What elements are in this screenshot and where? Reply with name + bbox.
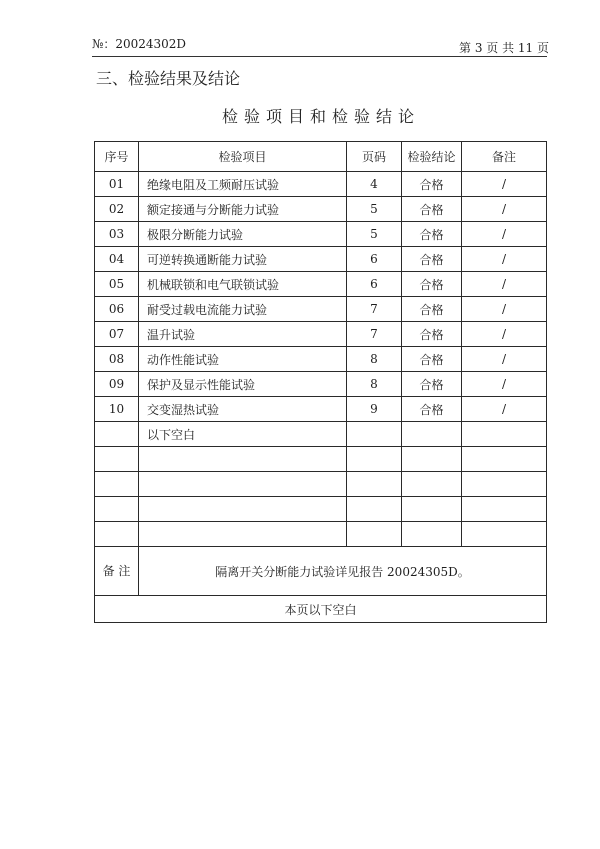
table-row [95,247,547,272]
cell-result: 合格 [402,322,462,347]
section-title: 三、检验结果及结论 [96,69,241,88]
cell-page: 7 [347,297,402,322]
table-row [95,172,547,197]
cell-item: 交变湿热试验 [139,397,347,422]
cell-page: 5 [347,197,402,222]
cell-seq: 03 [95,222,139,247]
cell-item: 动作性能试验 [139,347,347,372]
cell-result: 合格 [402,397,462,422]
cell-item: 以下空白 [139,422,347,447]
cell-note: / [462,372,547,397]
cell-note [462,497,547,522]
cell-result: 合格 [402,172,462,197]
cell-seq [95,522,139,547]
cell-page [347,422,402,447]
table-row [95,322,547,347]
table-row [95,422,547,447]
cell-item: 可逆转换通断能力试验 [139,247,347,272]
cell-note [462,422,547,447]
cell-item: 机械联锁和电气联锁试验 [139,272,347,297]
table-row [95,197,547,222]
inspection-table [94,141,547,623]
column-header-note: 备注 [462,142,547,172]
cell-item: 保护及显示性能试验 [139,372,347,397]
cell-item: 绝缘电阻及工频耐压试验 [139,172,347,197]
table-row [95,397,547,422]
footer-blank-note: 本页以下空白 [95,596,547,623]
column-header-result: 检验结论 [402,142,462,172]
footer-row [95,596,547,623]
table-row [95,222,547,247]
cell-seq [95,447,139,472]
cell-note: / [462,172,547,197]
column-header-page: 页码 [347,142,402,172]
cell-item: 额定接通与分断能力试验 [139,197,347,222]
table-row [95,347,547,372]
cell-result: 合格 [402,297,462,322]
report-number: №：20024302D [92,37,187,51]
cell-note: / [462,347,547,372]
cell-seq: 06 [95,297,139,322]
cell-note: / [462,197,547,222]
cell-seq: 05 [95,272,139,297]
remark-text: 隔离开关分断能力试验详见报告 20024305D。 [139,547,547,596]
cell-result [402,472,462,497]
page-info: 第 3 页 共 11 页 [459,41,549,55]
cell-result [402,497,462,522]
cell-result: 合格 [402,347,462,372]
cell-page: 6 [347,272,402,297]
cell-page [347,522,402,547]
cell-page: 7 [347,322,402,347]
cell-item [139,497,347,522]
cell-seq [95,422,139,447]
cell-result: 合格 [402,272,462,297]
table-header-row [95,142,547,172]
table-row [95,272,547,297]
cell-page [347,497,402,522]
cell-note [462,472,547,497]
cell-result: 合格 [402,197,462,222]
table-row [95,497,547,522]
cell-result [402,447,462,472]
cell-item: 极限分断能力试验 [139,222,347,247]
table-row [95,297,547,322]
cell-page: 8 [347,372,402,397]
cell-seq: 08 [95,347,139,372]
cell-page: 5 [347,222,402,247]
cell-seq: 07 [95,322,139,347]
remark-label: 备 注 [95,547,139,596]
table-row [95,472,547,497]
table-row [95,522,547,547]
cell-page: 6 [347,247,402,272]
cell-note: / [462,297,547,322]
cell-item [139,447,347,472]
cell-result [402,422,462,447]
table-body [95,172,547,547]
remark-row [95,547,547,596]
cell-result: 合格 [402,247,462,272]
cell-seq: 01 [95,172,139,197]
cell-page [347,447,402,472]
cell-seq: 02 [95,197,139,222]
header-divider [92,56,547,57]
cell-seq: 10 [95,397,139,422]
cell-note: / [462,397,547,422]
cell-seq: 04 [95,247,139,272]
cell-item: 耐受过载电流能力试验 [139,297,347,322]
cell-item: 温升试验 [139,322,347,347]
column-header-item: 检验项目 [139,142,347,172]
cell-note: / [462,322,547,347]
cell-seq [95,472,139,497]
cell-note [462,447,547,472]
cell-item [139,472,347,497]
cell-page [347,472,402,497]
cell-note [462,522,547,547]
cell-seq: 09 [95,372,139,397]
column-header-seq: 序号 [95,142,139,172]
table-title: 检验项目和检验结论 [222,107,421,126]
cell-note: / [462,247,547,272]
cell-page: 9 [347,397,402,422]
cell-note: / [462,222,547,247]
table-row [95,447,547,472]
cell-seq [95,497,139,522]
cell-result: 合格 [402,372,462,397]
cell-result [402,522,462,547]
cell-result: 合格 [402,222,462,247]
cell-page: 8 [347,347,402,372]
cell-page: 4 [347,172,402,197]
table-row [95,372,547,397]
cell-item [139,522,347,547]
cell-note: / [462,272,547,297]
